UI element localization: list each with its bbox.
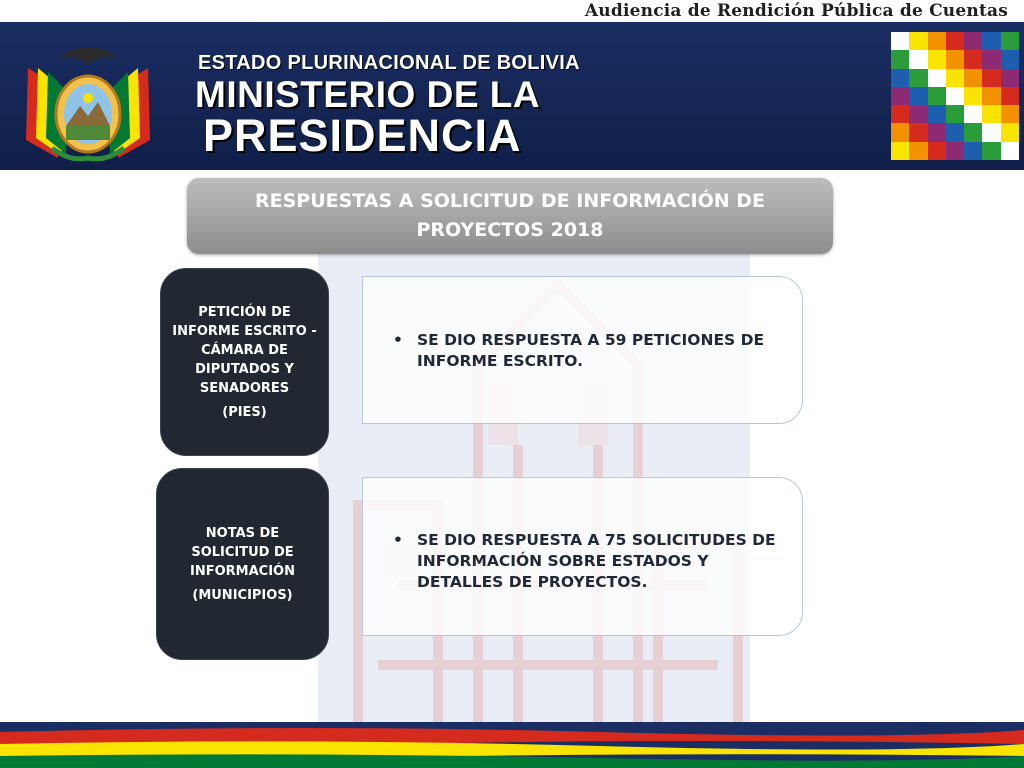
ministry-name-line1: MINISTERIO DE LA: [195, 74, 541, 115]
bullet-item: [393, 330, 782, 372]
bullet-text: SE DIO RESPUESTA A 59 PETICIONES DE INFORME ESCRITO.: [417, 331, 765, 370]
category-abbreviation: (PIES): [222, 404, 267, 420]
bolivian-flag-wave-stripes: [0, 722, 1024, 768]
category-abbreviation: (MUNICIPIOS): [192, 587, 293, 603]
bullet-icon: •: [393, 531, 403, 549]
bullet-item: [393, 530, 782, 593]
state-name: ESTADO PLURINACIONAL DE BOLIVIA: [198, 52, 580, 74]
wiphala-flag-icon: [891, 32, 1019, 160]
content-box-pies: [362, 276, 803, 424]
category-box-municipios: [156, 468, 329, 660]
category-label: PETICIÓN DE INFORME ESCRITO - CÁMARA DE DIPUTADOS Y SENADORES: [172, 304, 317, 396]
content-box-municipios: [362, 477, 803, 636]
bullet-icon: •: [393, 331, 403, 349]
bolivia-coat-of-arms-icon: [8, 28, 168, 166]
category-label: NOTAS DE SOLICITUD DE INFORMACIÓN: [190, 525, 295, 579]
ministry-banner: [0, 22, 1024, 170]
slide-title: RESPUESTAS A SOLICITUD DE INFORMACIÓN DE PROYECTOS 2018: [187, 178, 833, 254]
category-box-pies: [160, 268, 329, 456]
ministry-name-line2: PRESIDENCIA: [203, 110, 522, 161]
event-title: Audiencia de Rendición Pública de Cuentas: [584, 1, 1008, 21]
top-strip: [0, 0, 1024, 22]
bullet-text: SE DIO RESPUESTA A 75 SOLICITUDES DE INFORMACIÓN SOBRE ESTADOS Y DETALLES DE PROYECTOS.: [417, 531, 776, 591]
